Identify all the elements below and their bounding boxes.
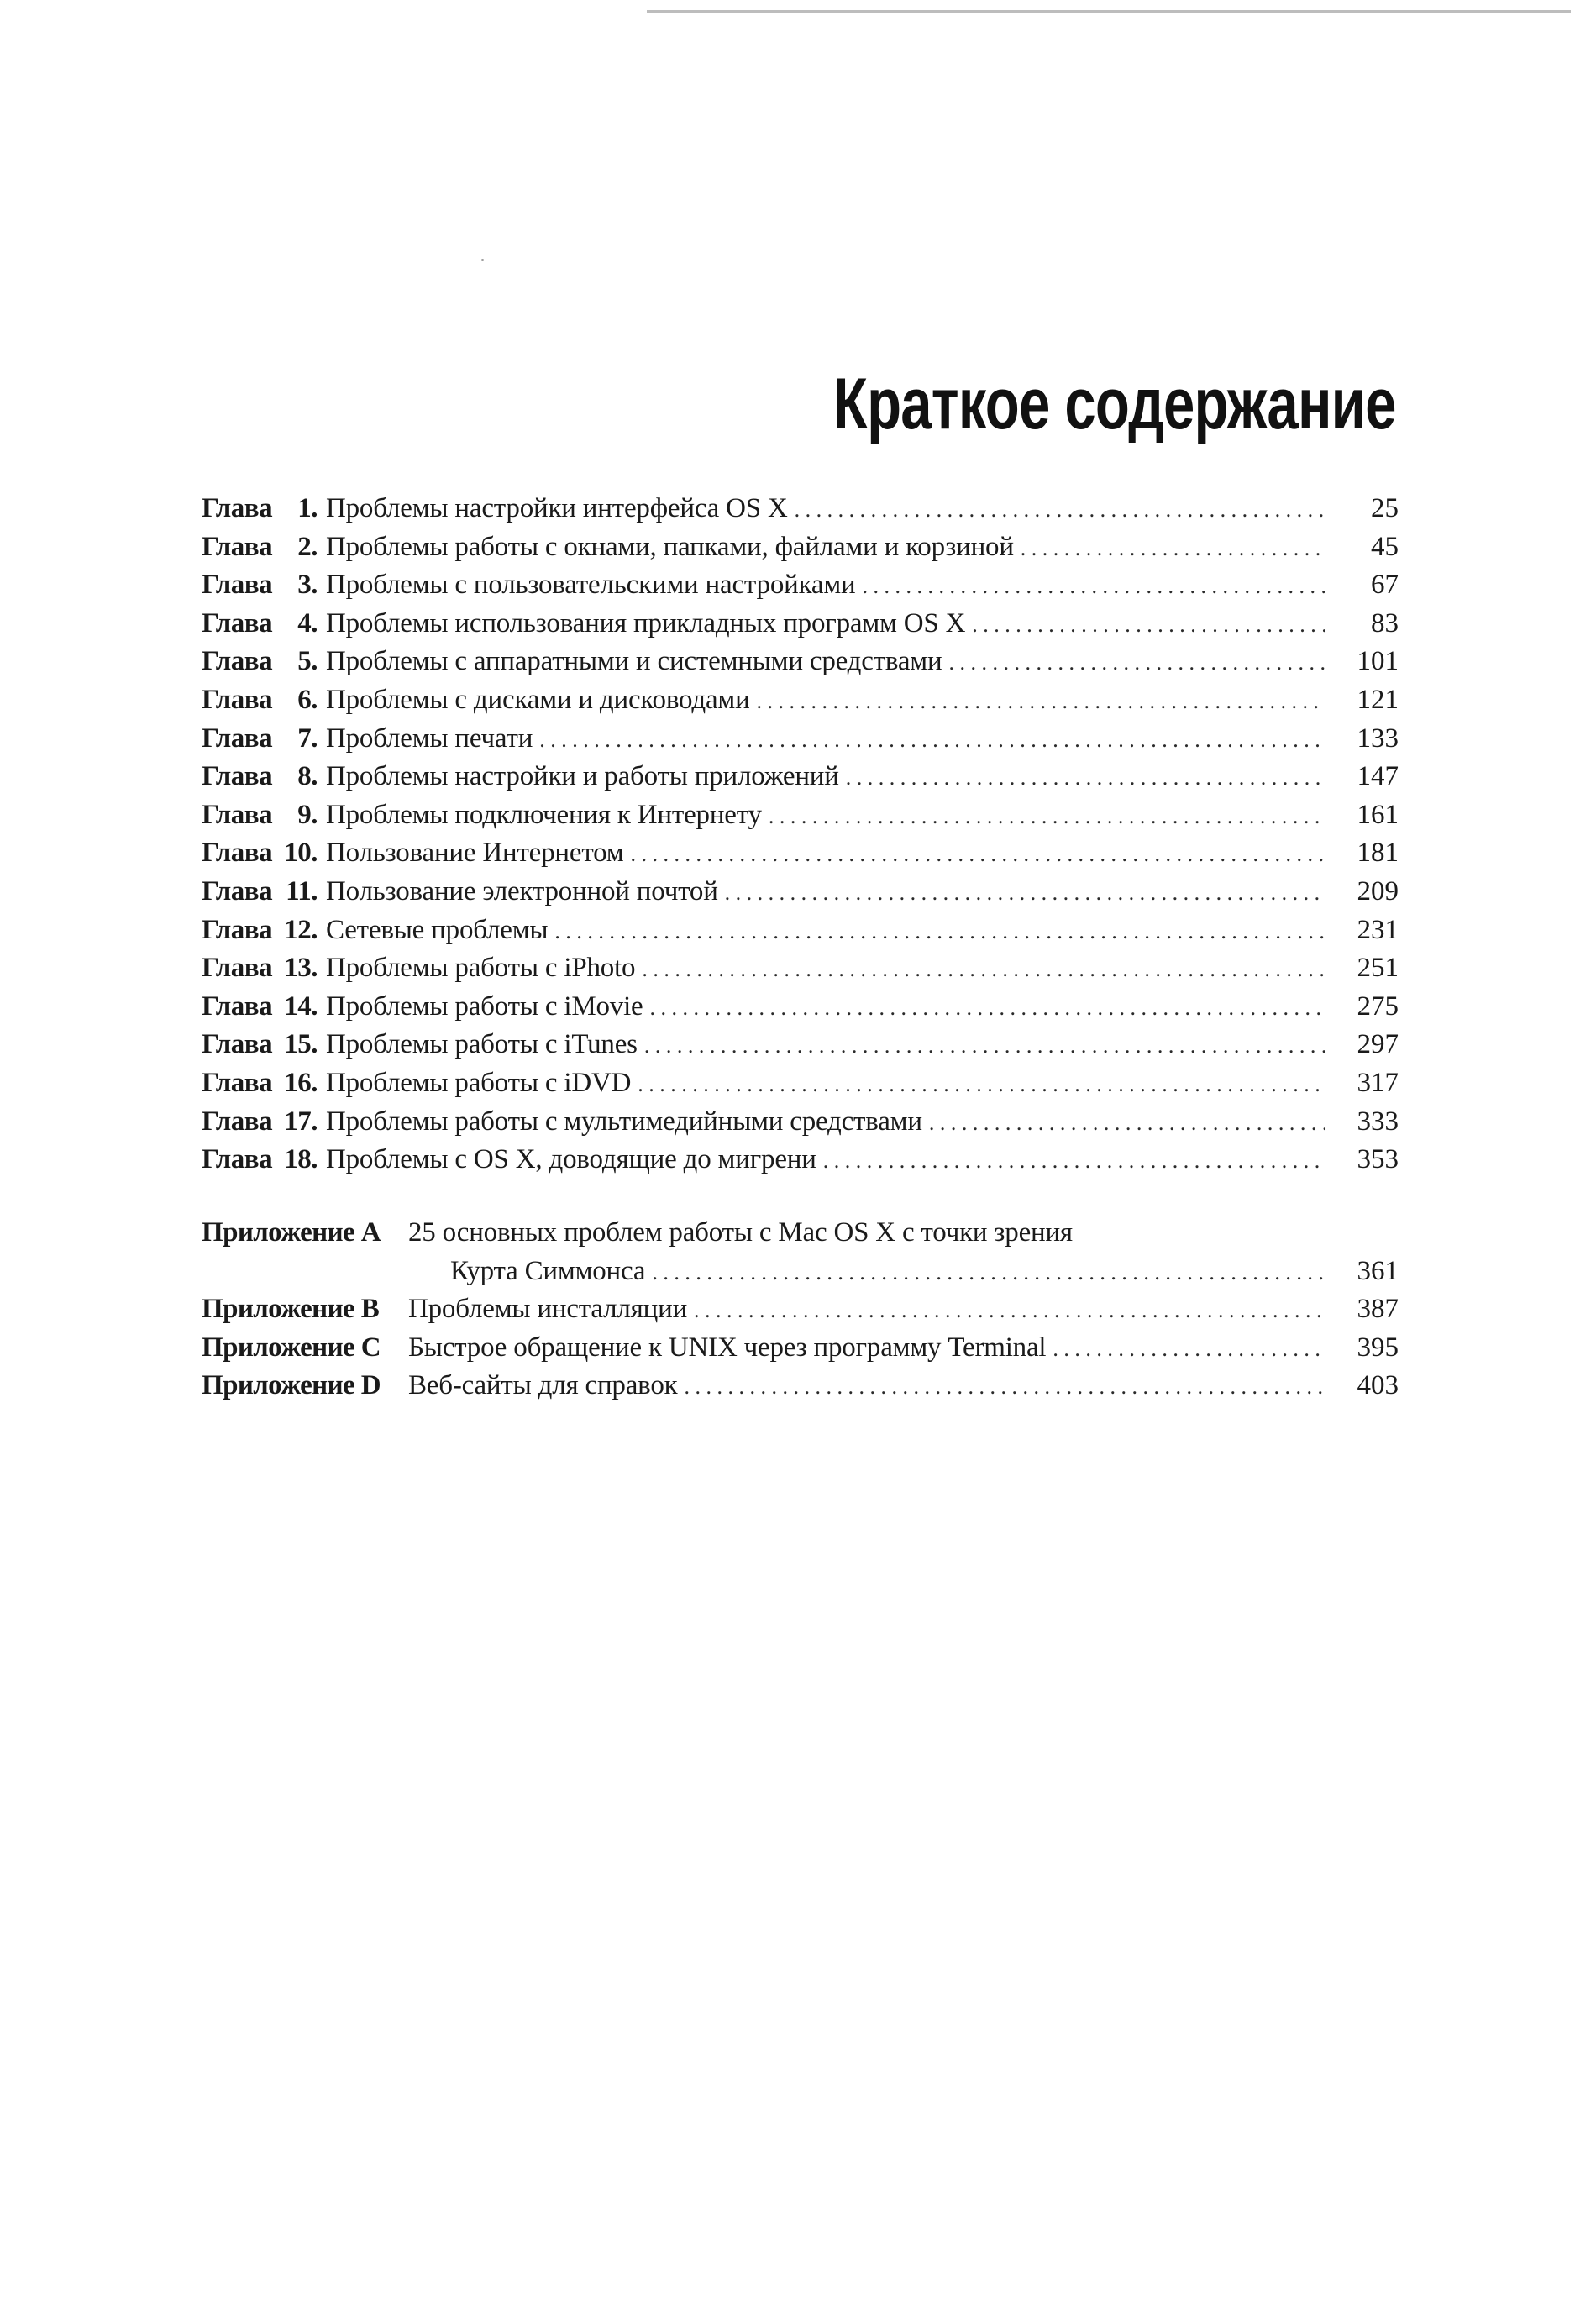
- appendix-page: 387: [1357, 1294, 1399, 1325]
- chapter-label: Глава: [202, 953, 273, 984]
- toc-appendix-3[interactable]: [202, 1329, 1399, 1368]
- appendices-list: [202, 1214, 1399, 1405]
- chapter-title: Проблемы с аппаратными и системными средствами: [326, 646, 942, 677]
- chapter-number: 8.: [297, 761, 318, 792]
- dot-leader: [1021, 529, 1325, 568]
- dot-leader: [554, 912, 1325, 951]
- chapter-label: Глава: [202, 990, 273, 1022]
- scan-speck: [481, 259, 484, 261]
- chapter-number: 16.: [284, 1067, 318, 1098]
- chapter-page: 133: [1357, 722, 1399, 754]
- chapter-label: Глава: [202, 1144, 273, 1175]
- dot-leader: [638, 1065, 1325, 1104]
- appendix-page: 395: [1357, 1332, 1399, 1363]
- toc-chapter-13[interactable]: [202, 949, 1399, 988]
- toc-chapter-16[interactable]: [202, 1064, 1399, 1103]
- toc-appendix-2[interactable]: [202, 1290, 1399, 1329]
- chapter-page: 297: [1357, 1029, 1399, 1060]
- chapter-page: 121: [1357, 684, 1399, 715]
- chapter-number: 2.: [297, 531, 318, 562]
- chapter-page: 25: [1371, 493, 1399, 523]
- toc-chapter-9[interactable]: [202, 796, 1399, 835]
- chapter-title: Пользование электронной почтой: [326, 875, 718, 906]
- appendix-label: Приложение A: [202, 1217, 381, 1248]
- chapter-title: Пользование Интернетом: [326, 838, 624, 869]
- chapter-title: Проблемы настройки интерфейса OS X: [326, 493, 788, 523]
- toc-chapter-6[interactable]: [202, 681, 1399, 720]
- chapter-title: Проблемы с дисками и дисководами: [326, 684, 750, 715]
- chapter-title: Проблемы работы с iDVD: [326, 1067, 632, 1098]
- chapter-label: Глава: [202, 761, 273, 792]
- dot-leader: [642, 950, 1325, 989]
- chapter-label: Глава: [202, 493, 273, 523]
- toc-chapter-2[interactable]: [202, 528, 1399, 567]
- chapter-title: Проблемы с пользовательскими настройками: [326, 570, 856, 601]
- chapter-label: Глава: [202, 1106, 273, 1137]
- chapter-page: 251: [1357, 953, 1399, 984]
- dot-leader: [650, 989, 1326, 1027]
- dot-leader: [652, 1253, 1325, 1292]
- chapter-number: 14.: [284, 990, 318, 1022]
- chapter-label: Глава: [202, 1029, 273, 1060]
- toc-appendix-row-cont[interactable]: [202, 1253, 1399, 1291]
- toc-chapter-17[interactable]: [202, 1103, 1399, 1142]
- scan-top-edge: [647, 10, 1571, 13]
- appendix-title: Быстрое обращение к UNIX через программу Terminal: [408, 1332, 1047, 1363]
- chapter-number: 6.: [297, 684, 318, 715]
- chapter-title: Проблемы с OS X, доводящие до мигрени: [326, 1144, 816, 1175]
- chapter-page: 353: [1357, 1144, 1399, 1175]
- chapter-label: Глава: [202, 875, 273, 906]
- toc-chapter-10[interactable]: [202, 834, 1399, 873]
- chapter-label: Глава: [202, 607, 273, 638]
- dot-leader: [1053, 1330, 1325, 1369]
- dot-leader: [863, 567, 1325, 606]
- dot-leader: [725, 874, 1325, 912]
- chapters-list: [202, 490, 1399, 1180]
- appendix-label: Приложение D: [202, 1370, 381, 1401]
- chapter-number: 1.: [297, 493, 318, 523]
- chapter-title: Сетевые проблемы: [326, 914, 549, 945]
- appendix-title: 25 основных проблем работы с Mac OS X с точки зрения: [408, 1217, 1073, 1248]
- appendix-page: 361: [1357, 1255, 1399, 1286]
- dot-leader: [972, 606, 1325, 644]
- chapter-number: 9.: [297, 799, 318, 830]
- toc-appendix-1[interactable]: [202, 1214, 1399, 1253]
- toc-chapter-11[interactable]: [202, 873, 1399, 912]
- chapter-label: Глава: [202, 1067, 273, 1098]
- toc-chapter-7[interactable]: [202, 720, 1399, 759]
- dot-leader: [846, 759, 1325, 797]
- page-title: Краткое содержание: [833, 364, 1396, 444]
- chapter-label: Глава: [202, 570, 273, 601]
- toc-chapter-14[interactable]: [202, 988, 1399, 1027]
- chapter-title: Проблемы работы с iMovie: [326, 990, 643, 1022]
- toc-chapter-5[interactable]: [202, 643, 1399, 681]
- toc-chapter-3[interactable]: [202, 566, 1399, 605]
- chapter-title: Проблемы работы с iTunes: [326, 1029, 638, 1060]
- appendix-title: Проблемы инсталляции: [408, 1294, 688, 1325]
- chapter-number: 11.: [286, 875, 318, 906]
- chapter-title: Проблемы работы с iPhoto: [326, 953, 636, 984]
- chapter-page: 181: [1357, 838, 1399, 869]
- chapter-number: 10.: [284, 838, 318, 869]
- chapter-title: Проблемы подключения к Интернету: [326, 799, 762, 830]
- chapter-page: 67: [1371, 570, 1399, 601]
- chapter-title: Проблемы использования прикладных программ OS X: [326, 607, 966, 638]
- chapter-number: 5.: [297, 646, 318, 677]
- dot-leader: [769, 797, 1325, 836]
- toc-chapter-18[interactable]: [202, 1141, 1399, 1180]
- chapter-page: 83: [1371, 607, 1399, 638]
- dot-leader: [630, 835, 1325, 874]
- dot-leader: [684, 1368, 1325, 1406]
- chapter-title: Проблемы работы с окнами, папками, файлами и корзиной: [326, 531, 1014, 562]
- chapter-number: 3.: [297, 570, 318, 601]
- chapter-label: Глава: [202, 684, 273, 715]
- toc-chapter-15[interactable]: [202, 1026, 1399, 1064]
- chapter-label: Глава: [202, 914, 273, 945]
- dot-leader: [694, 1291, 1325, 1330]
- toc-chapter-8[interactable]: [202, 758, 1399, 796]
- chapter-page: 209: [1357, 875, 1399, 906]
- chapter-page: 231: [1357, 914, 1399, 945]
- chapter-number: 18.: [284, 1144, 318, 1175]
- chapter-number: 15.: [284, 1029, 318, 1060]
- toc-chapter-4[interactable]: [202, 605, 1399, 644]
- chapter-number: 4.: [297, 607, 318, 638]
- chapter-label: Глава: [202, 799, 273, 830]
- dot-leader: [644, 1027, 1325, 1065]
- dot-leader: [795, 491, 1325, 529]
- appendix-title-cont: Курта Симмонса: [450, 1255, 646, 1286]
- toc-appendix-4[interactable]: [202, 1367, 1399, 1405]
- toc-chapter-1[interactable]: [202, 490, 1399, 528]
- dot-leader: [757, 682, 1325, 721]
- chapter-number: 12.: [284, 914, 318, 945]
- dot-leader: [948, 644, 1325, 682]
- chapter-number: 13.: [284, 953, 318, 984]
- dot-leader: [929, 1104, 1325, 1143]
- chapter-label: Глава: [202, 838, 273, 869]
- appendix-label: Приложение B: [202, 1294, 380, 1325]
- chapter-page: 147: [1357, 761, 1399, 792]
- chapter-title: Проблемы работы с мультимедийными средствами: [326, 1106, 922, 1137]
- appendix-title: Веб-сайты для справок: [408, 1370, 678, 1401]
- chapter-number: 17.: [284, 1106, 318, 1137]
- appendix-page: 403: [1357, 1370, 1399, 1401]
- chapter-label: Глава: [202, 531, 273, 562]
- chapter-label: Глава: [202, 646, 273, 677]
- chapter-title: Проблемы настройки и работы приложений: [326, 761, 839, 792]
- chapter-page: 101: [1357, 646, 1399, 677]
- appendix-label: Приложение C: [202, 1332, 381, 1363]
- chapter-label: Глава: [202, 722, 273, 754]
- chapter-page: 317: [1357, 1067, 1399, 1098]
- chapter-page: 161: [1357, 799, 1399, 830]
- toc-chapter-12[interactable]: [202, 912, 1399, 950]
- chapter-number: 7.: [297, 722, 318, 754]
- chapter-title: Проблемы печати: [326, 722, 533, 754]
- chapter-page: 275: [1357, 990, 1399, 1022]
- chapter-page: 333: [1357, 1106, 1399, 1137]
- chapter-page: 45: [1371, 531, 1399, 562]
- dot-leader: [823, 1142, 1325, 1180]
- dot-leader: [539, 721, 1325, 759]
